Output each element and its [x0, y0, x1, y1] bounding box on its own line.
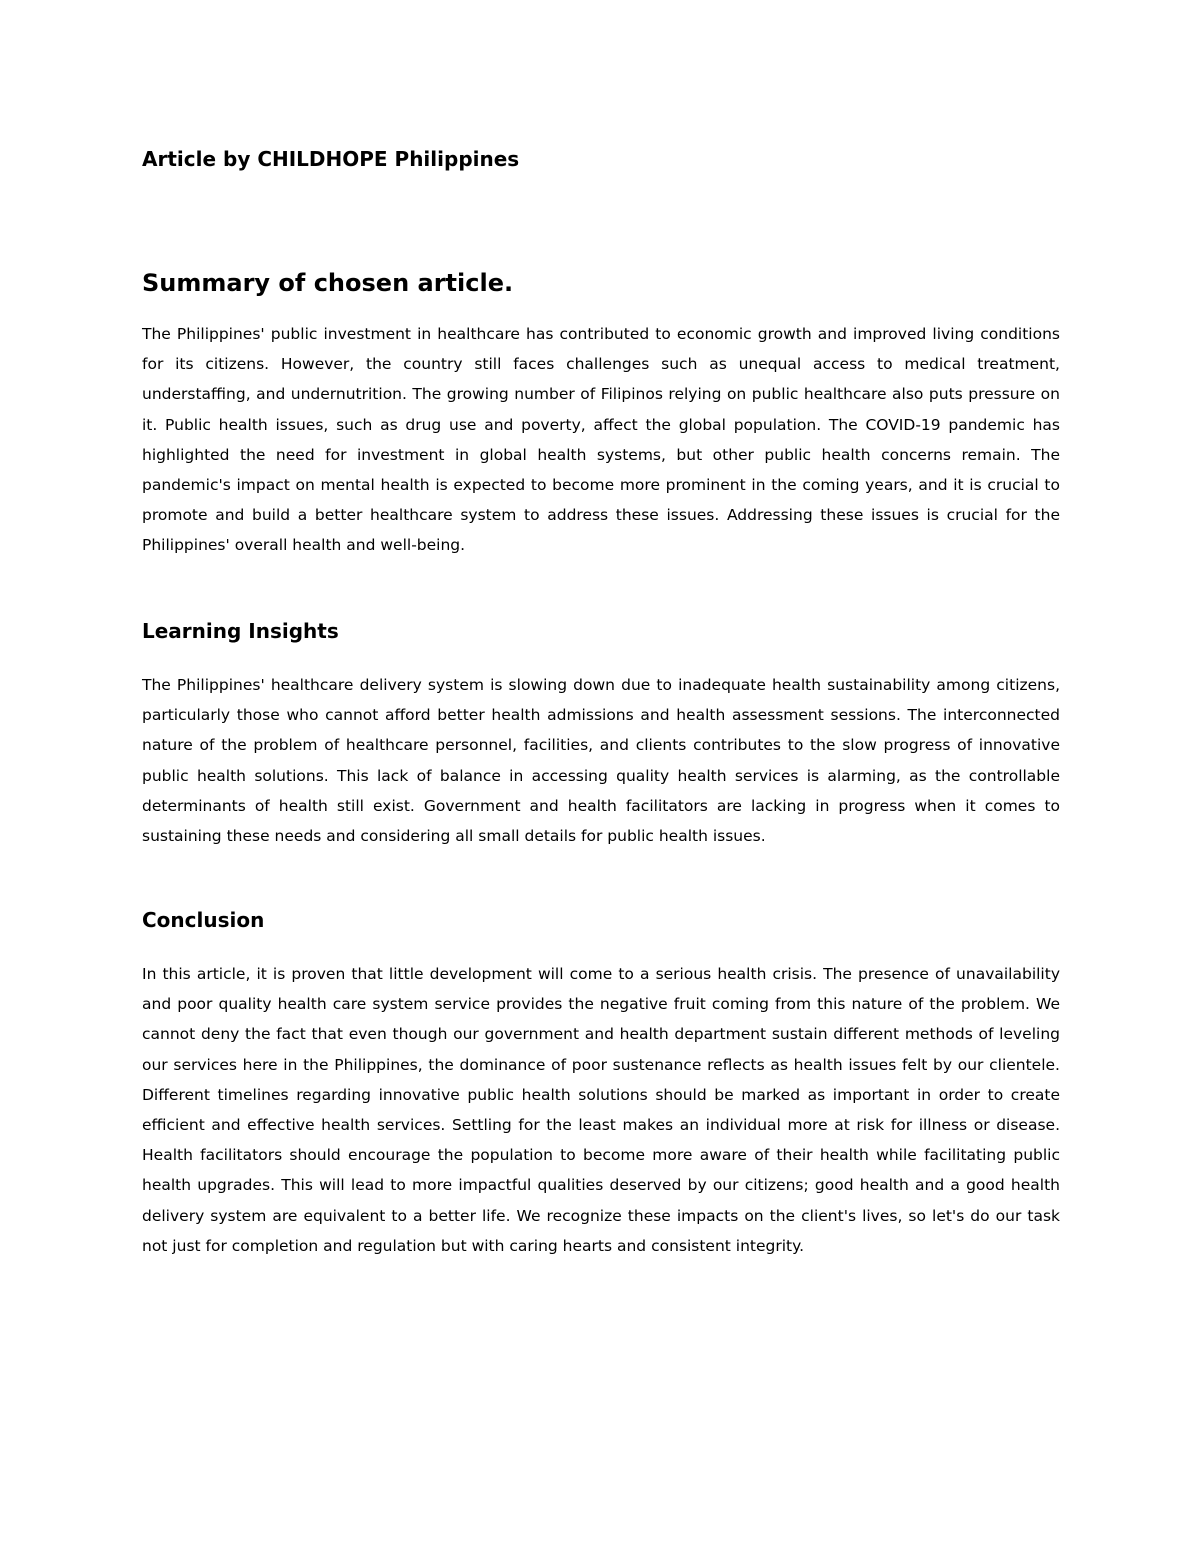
section-heading-summary: Summary of chosen article. — [142, 269, 514, 297]
section-body-learning-insights: The Philippines' healthcare delivery system is slowing down due to inadequate health sustainability among citizens, particularly those who cannot afford better health admissions and health assessment sessions. The interconnected nature of the problem of healthcare personnel, facilities, and clients contributes to the slow progress of innovative public health solutions. This lack of balance in accessing quality health services is alarming, as the controllable determinants of health still exist. Government and health facilitators are lacking in progress when it comes to sustaining these needs and considering all small details for public health issues. — [142, 676, 1060, 846]
section-heading-conclusion: Conclusion — [142, 908, 265, 932]
section-body-summary: The Philippines' public investment in healthcare has contributed to economic growth and improved living conditions for its citizens. However, the country still faces challenges such as unequal access to medical treatment, understaffing, and undernutrition. The growing number of Filipinos relying on public healthcare also puts pressure on it. Public health issues, such as drug use and poverty, affect the global population. The COVID-19 pandemic has highlighted the need for investment in global health systems, but other public health concerns remain. The pandemic's impact on mental health is expected to become more prominent in the coming years, and it is crucial to promote and build a better healthcare system to address these issues. Addressing these issues is crucial for the Philippines' overall health and well-being. — [142, 325, 1060, 555]
document-title: Article by CHILDHOPE Philippines — [142, 147, 520, 171]
section-heading-learning-insights: Learning Insights — [142, 619, 339, 643]
section-body-conclusion: In this article, it is proven that little development will come to a serious health crisis. The presence of unavailability and poor quality health care system service provides the negative fruit coming from this nature of the problem. We cannot deny the fact that even though our government and health department sustain different methods of leveling our services here in the Philippines, the dominance of poor sustenance reflects as health issues felt by our clientele. Different timelines regarding innovative public health solutions should be marked as important in order to create efficient and effective health services. Settling for the least makes an individual more at risk for illness or disease. Health facilitators should encourage the population to become more aware of their health while facilitating public health upgrades. This will lead to more impactful qualities deserved by our citizens; good health and a good health delivery system are equivalent to a better life. We recognize these impacts on the client's lives, so let's do our task not just for completion and regulation but with caring hearts and consistent integrity. — [142, 965, 1060, 1255]
